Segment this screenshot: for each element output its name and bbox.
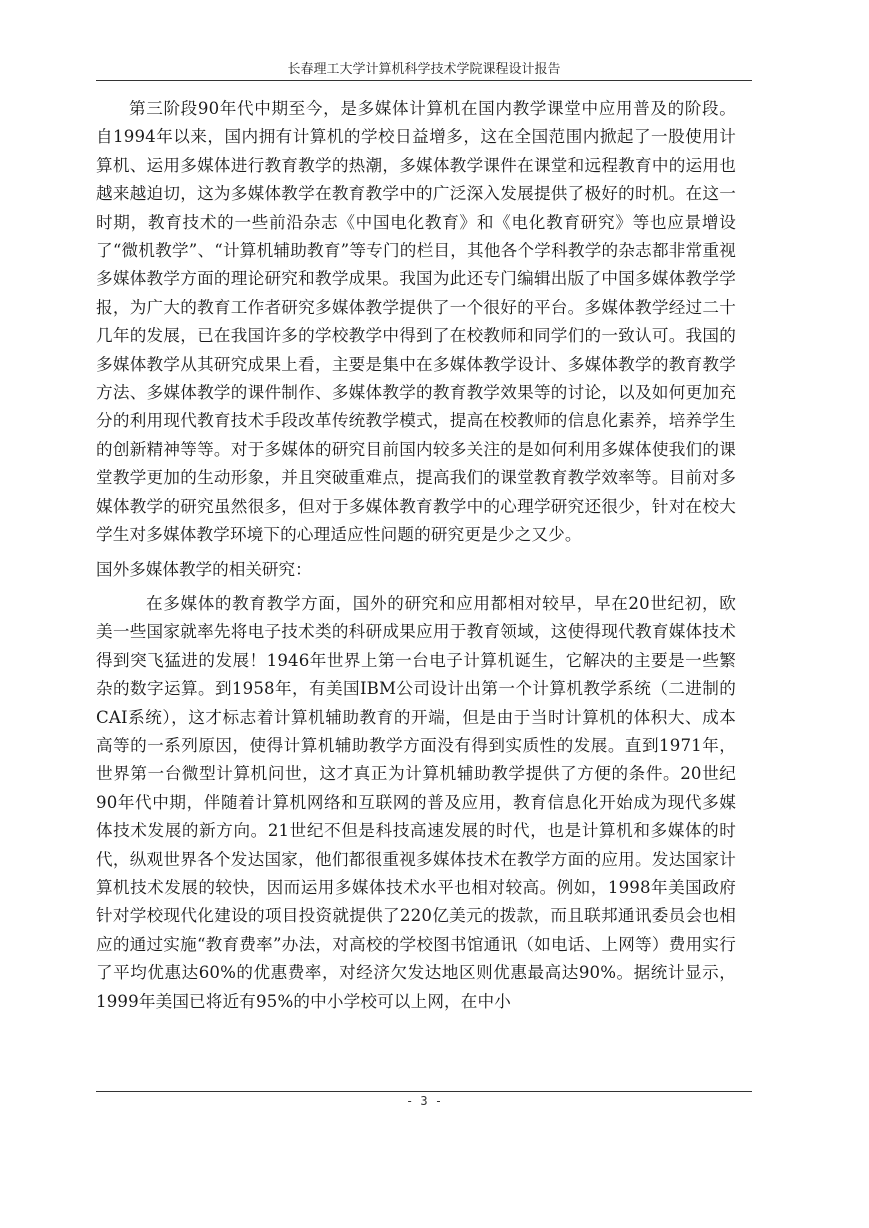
- body-paragraph-1: 第三阶段90年代中期至今，是多媒体计算机在国内教学课堂中应用普及的阶段。自1994年以来，国内拥有计算机的学校日益增多，这在全国范围内掀起了一股使用计算机、运用多媒体进行教育教学的热潮，多媒体教学课件在课堂和远程教育中的运用也越来越迫切，这为多媒体教学在教育教学中的广泛深入发展提供了极好的时机。在这一时期，教育技术的一些前沿杂志《中国电化教育》和《电化教育研究》等也应景增设了“微机教学”、“计算机辅助教育”等专门的栏目，其他各个学科教学的杂志都非常重视多媒体教学方面的理论研究和教学成果。我国为此还专门编辑出版了中国多媒体教学学报，为广大的教育工作者研究多媒体教学提供了一个很好的平台。多媒体教学经过二十几年的发展，已在我国许多的学校教学中得到了在校教师和同学们的一致认可。我国的多媒体教学从其研究成果上看，主要是集中在多媒体教学设计、多媒体教学的教育教学方法、多媒体教学的课件制作、多媒体教学的教育教学效果等的讨论，以及如何更加充分的利用现代教育技术手段改革传统教学模式，提高在校教师的信息化素养，培养学生的创新精神等等。对于多媒体的研究目前国内较多关注的是如何利用多媒体使我们的课堂教学更加的生动形象，并且突破重难点，提高我们的课堂教育教学效率等。目前对多媒体教学的研究虽然很多，但对于多媒体教育教学中的心理学研究还很少，针对在校大学生对多媒体教学环境下的心理适应性问题的研究更是少之又少。: [96, 99, 736, 545]
- header-divider: [96, 80, 752, 81]
- footer-divider: [96, 1091, 752, 1092]
- page-number: - 3 -: [405, 1094, 443, 1108]
- page-header-title: 长春理工大学计算机科学技术学院课程设计报告: [287, 62, 561, 77]
- body-paragraph-2: 在多媒体的教育教学方面，国外的研究和应用都相对较早，早在20世纪初，欧美一些国家就率先将电子技术类的科研成果应用于教育领域，这使得现代教育媒体技术得到突飞猛进的发展！1946年世界上第一台电子计算机诞生，它解决的主要是一些繁杂的数字运算。到1958年，有美国IBM公司设计出第一个计算机教学系统（二进制的CAI系统），这才标志着计算机辅助教育的开端，但是由于当时计算机的体积大、成本高等的一系列原因，使得计算机辅助教学方面没有得到实质性的发展。直到1971年，世界第一台微型计算机问世，这才真正为计算机辅助教学提供了方便的条件。20世纪90年代中期，伴随着计算机网络和互联网的普及应用，教育信息化开始成为现代多媒体技术发展的新方向。21世纪不但是科技高速发展的时代，也是计算机和多媒体的时代，纵观世界各个发达国家，他们都很重视多媒体技术在教学方面的应用。发达国家计算机技术发展的较快，因而运用多媒体技术水平也相对较高。例如，1998年美国政府针对学校现代化建设的项目投资就提供了220亿美元的拨款，而且联邦通讯委员会也相应的通过实施“教育费率”办法，对高校的学校图书馆通讯（如电话、上网等）费用实行了平均优惠达60%的优惠费率，对经济欠发达地区则优惠最高达90%。据统计显示，1999年美国已将近有95%的中小学校可以上网，在中小: [96, 593, 736, 1011]
- document-body: [96, 95, 736, 1016]
- section-heading: 国外多媒体教学的相关研究：: [96, 559, 312, 579]
